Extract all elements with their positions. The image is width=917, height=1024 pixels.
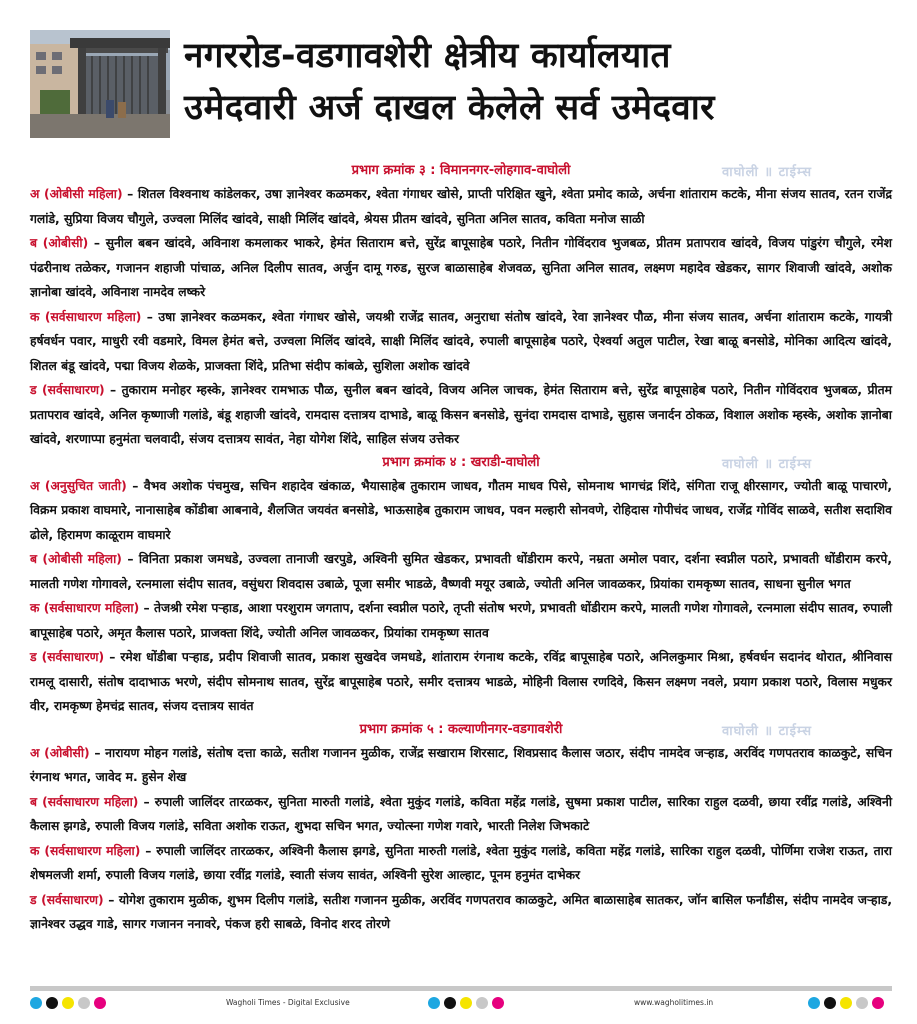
color-dot [428,997,440,1009]
candidate-names: – वैभव अशोक पंचमुख, सचिन शहादेव खंकाळ, भैयासाहेब तुकाराम जाधव, गौतम माधव पिसे, सोमनाथ भागचंद्र शिंदे, संगिता राजू क्षीरसागर, ज्योती बाळू पाचारणे, विक्रम प्रकाश वाघमारे, नानासाहेब कोंडीबा आबनावे, शैलजित जयवंत बनसोडे, भाऊसाहेब तुकाराम जाधव, पवन मल्हारी सोनवणे, रोहिदास गोपीचंद जाधव, राजेंद्र गोविंद साळवे, सतीश सदाशिव ढोले, हिरामण काळूराम वाघमारे [30,478,892,542]
category-d [30,378,892,452]
category-label: ड (सर्वसाधारण) [30,892,104,907]
color-dot [46,997,58,1009]
ward-5-section [30,719,892,937]
color-dot [94,997,106,1009]
candidate-names: – विनिता प्रकाश जमधडे, उज्वला तानाजी खरपुडे, अश्विनी सुमित खेडकर, प्रभावती धोंडीराम करपे, नम्रता अमोल पवार, दर्शना स्वप्नील पठारे, प्रभावती धोंडीराम करपे, मालती गणेश गोगावले, रत्नमाला संदीप सातव, वसुंधरा शिवदास उबाळे, पूजा समीर भाडळे, वैष्णवी मयूर उबाळे, ज्योती अनिल जावळकर, प्रियांका रामकृष्ण सातव, साधना सुनील भगत [30,552,892,591]
category-label: ब (ओबीसी महिला) [30,552,122,566]
candidate-names: – रमेश धोंडीबा पऱ्हाड, प्रदीप शिवाजी सातव, प्रकाश सुखदेव जमधडे, शांताराम रंगनाथ कटके, रविंद्र बापूसाहेब पठारे, अनिलकुमार मिश्रा, हर्षवर्धन सदानंद थोरात, श्रीनिवास रामलू दासारी, संतोष दादाभाऊ भरणे, संदीप सोमनाथ सातव, सुरेंद्र बापूसाहेब पठारे, समीर दत्तात्रय भाडळे, मोहिनी विलास रणदिवे, किसन लक्ष्मण नवले, प्रयाग प्रकाश पठारे, विलास मधुकर वीर, रामकृष्ण हेमचंद्र सातव, संजय दत्तात्रय सावंत [30,650,893,713]
candidate-names: – योगेश तुकाराम मुळीक, शुभम दिलीप गलांडे, सतीश गजानन मुळीक, अरविंद गणपतराव काळकुटे, अमित बाळासाहेब सातकर, जॉन बासिल फर्नांडीस, संदीप नामदेव जऱ्हाड, ज्ञानेश्वर उद्धव गाडे, सागर गजानन ननावरे, पंकज हरी साबळे, विनोद शरद तोरणे [30,892,892,931]
candidate-names: – उषा ज्ञानेश्वर कळमकर, श्वेता गंगाधर खोसे, जयश्री राजेंद्र सातव, अनुराधा संतोष खांदवे, रेवा ज्ञानेश्वर पौळ, मीना संजय सातव, अर्चना शांताराम कटके, गायत्री हर्षवर्धन पवार, माधुरी रवी वडमारे, विमल हेमंत बत्ते, उज्वला मिलिंद खांदवे, साक्षी मिलिंद खांदवे, रुपाली बापूसाहेब पठारे, ऐश्वर्या अतुल पाटील, रेखा बाळू बनसोडे, मोनिका आदित्य खांदवे, शितल बंडू खांदवे, पद्मा विजय शेळके, प्राजक्ता शिंदे, प्रतिभा संदीप कांबळे, सुशिला अशोक खांदवे [30,309,893,373]
ward-title-text: प्रभाग क्रमांक ३ : विमाननगर-लोहगाव-वाघोली [351,163,571,178]
category-b [30,547,892,596]
footer-rule [30,986,892,991]
category-label: ड (सर्वसाधारण) [30,650,105,664]
category-label: क (सर्वसाधारण महिला) [30,843,141,858]
color-dot [30,997,42,1009]
category-label: ब (सर्वसाधारण महिला) [30,794,139,809]
ward-title [30,719,892,741]
color-dot [62,997,74,1009]
category-c [30,305,892,379]
category-label: ब (ओबीसी) [30,236,89,250]
color-dot [840,997,852,1009]
watermark: वाघोली ॥ टाईम्स [722,165,812,180]
candidate-list [30,160,892,937]
color-dot [444,997,456,1009]
category-label: ड (सर्वसाधारण) [30,383,105,397]
candidate-names: – रुपाली जालिंदर तारळकर, सुनिता मारुती गलांडे, श्वेता मुकुंद गलांडे, कविता महेंद्र गलांडे, सुषमा प्रकाश पाटील, सारिका राहुल दळवी, छाया रवींद्र गलांडे, अश्विनी कैलास झगडे, रुपाली विजय गलांडे, सविता अशोक राऊत, शुभदा सचिन भगत, ज्योत्स्ना गणेश गवारे, भारती निलेश जिभकाटे [30,794,892,833]
watermark: वाघोली ॥ टाईम्स [722,456,812,472]
footer [30,986,892,1014]
headline-line-1: नगररोड-वडगावशेरी क्षेत्रीय कार्यालयात [184,36,671,76]
category-a [30,182,892,231]
category-label: अ (अनुसुचित जाती) [30,478,127,493]
color-dot [460,997,472,1009]
color-dot [824,997,836,1009]
category-a [30,474,892,548]
footer-website-link[interactable]: www.wagholitimes.in [634,998,714,1007]
category-c [30,596,892,645]
header [30,30,890,138]
ward-4-section [30,452,892,719]
color-dot [872,997,884,1009]
candidate-names: – तुकाराम मनोहर म्हस्के, ज्ञानेश्वर रामभाऊ पौळ, सुनील बबन खांदवे, विजय अनिल जाचक, हेमंत सिताराम बत्ते, सुरेंद्र बापूसाहेब पठारे, नितीन गोविंदराव भुजबळ, प्रीतम प्रतापराव खांदवे, अनिल कृष्णाजी गलांडे, बंडू शहाजी खांदवे, रामदास दत्तात्रय दाभाडे, बाळू किसन बनसोडे, सुनंदा रामदास दाभाडे, सुहास जनार्दन ठोकळ, विशाल अशोक म्हस्के, अशोक ज्ञानोबा खांदवे, शरणाप्पा हनुमंता चलवादी, संजय दत्तात्रय सावंत, नेहा योगेश शिंदे, साहिल संजय उत्तेकर [30,383,892,446]
ward-title [30,452,892,474]
category-label: क (सर्वसाधारण महिला) [30,601,140,615]
category-label: अ (ओबीसी) [30,745,90,760]
color-dot [808,997,820,1009]
color-dots-left [30,997,106,1009]
watermark: वाघोली ॥ टाईम्स [722,723,812,739]
ward-title-text: प्रभाग क्रमांक ५ : कल्याणीनगर-वडगावशेरी [359,721,563,737]
category-label: क (सर्वसाधारण महिला) [30,309,142,324]
ward-title [30,160,892,182]
category-d [30,888,892,937]
category-label: अ (ओबीसी महिला) [30,187,123,201]
category-c [30,839,892,888]
candidate-names: – नारायण मोहन गलांडे, संतोष दत्ता काळे, सतीश गजानन मुळीक, राजेंद्र सखाराम शिरसाट, शिवप्रसाद कैलास जठार, संदीप नामदेव जऱ्हाड, अरविंद गणपतराव काळकुटे, सचिन रंगनाथ भगत, जावेद म. हुसेन शेख [30,745,892,784]
candidate-names: – सुनील बबन खांदवे, अविनाश कमलाकर भाकरे, हेमंत सिताराम बत्ते, सुरेंद्र बापूसाहेब पठारे, नितीन गोविंदराव भुजबळ, प्रीतम प्रतापराव खांदवे, विजय पांडुरंग चौगुले, रमेश पंढरीनाथ तळेकर, गजानन शहाजी पांचाळ, अनिल दिलीप सातव, अर्जुन दामू गरुड, सुरज बाळासाहेब शेजवळ, सुनिता अनिल सातव, लक्ष्मण महादेव खेडकर, सागर शिवाजी खांदवे, अशोक ज्ञानोबा खांदवे, अविनाश नामदेव लष्करे [30,236,893,299]
headline-line-2: उमेदवारी अर्ज दाखल केलेले सर्व उमेदवार [184,88,715,128]
headline [184,30,894,134]
color-dot [476,997,488,1009]
footer-brand-text: Wagholi Times - Digital Exclusive [226,998,350,1007]
candidate-names: – तेजश्री रमेश पऱ्हाड, आशा परशुराम जगताप, दर्शना स्वप्नील पठारे, तृप्ती संतोष भरणे, प्रभावती धोंडीराम करपे, मालती गणेश गोगावले, रत्नमाला संदीप सातव, रुपाली बापूसाहेब पठारे, अमृत कैलास पठारे, प्राजक्ता शिंदे, ज्योती अनिल जावळकर, प्रियांका रामकृष्ण सातव [30,601,893,640]
category-b [30,231,892,305]
candidate-names: – रुपाली जालिंदर तारळकर, अश्विनी कैलास झगडे, सुनिता मारुती गलांडे, श्वेता मुकुंद गलांडे, कविता महेंद्र गलांडे, सारिका राहुल दळवी, पोर्णिमा राजेश राऊत, तारा शेषमलजी शर्मा, रुपाली विजय गलांडे, छाया रवींद्र गलांडे, स्वाती संजय सावंत, अश्विनी सुरेश आल्हाट, पूनम हनुमंत दाभेकर [30,843,892,882]
color-dots-center [428,997,504,1009]
candidate-names: – शितल विश्वनाथ कांडेलकर, उषा ज्ञानेश्वर कळमकर, श्वेता गंगाधर खोसे, प्राप्ती परिक्षित खुने, श्वेता प्रमोद काळे, अर्चना शांताराम कटके, मीना संजय सातव, रतन राजेंद्र गलांडे, सुप्रिया विजय चौगुले, उज्वला मिलिंद खांदवे, साक्षी मिलिंद खांदवे, श्रेयस प्रीतम खांदवे, सुनिता अनिल सातव, कविता मनोज साळी [30,187,892,226]
color-dot [78,997,90,1009]
color-dot [856,997,868,1009]
category-b [30,790,892,839]
ward-title-text: प्रभाग क्रमांक ४ : खराडी-वाघोली [382,454,540,470]
color-dots-right [808,997,884,1009]
category-a [30,741,892,790]
color-dot [492,997,504,1009]
ward-3-section [30,160,892,452]
category-d [30,645,892,719]
office-building-photo [30,30,170,138]
